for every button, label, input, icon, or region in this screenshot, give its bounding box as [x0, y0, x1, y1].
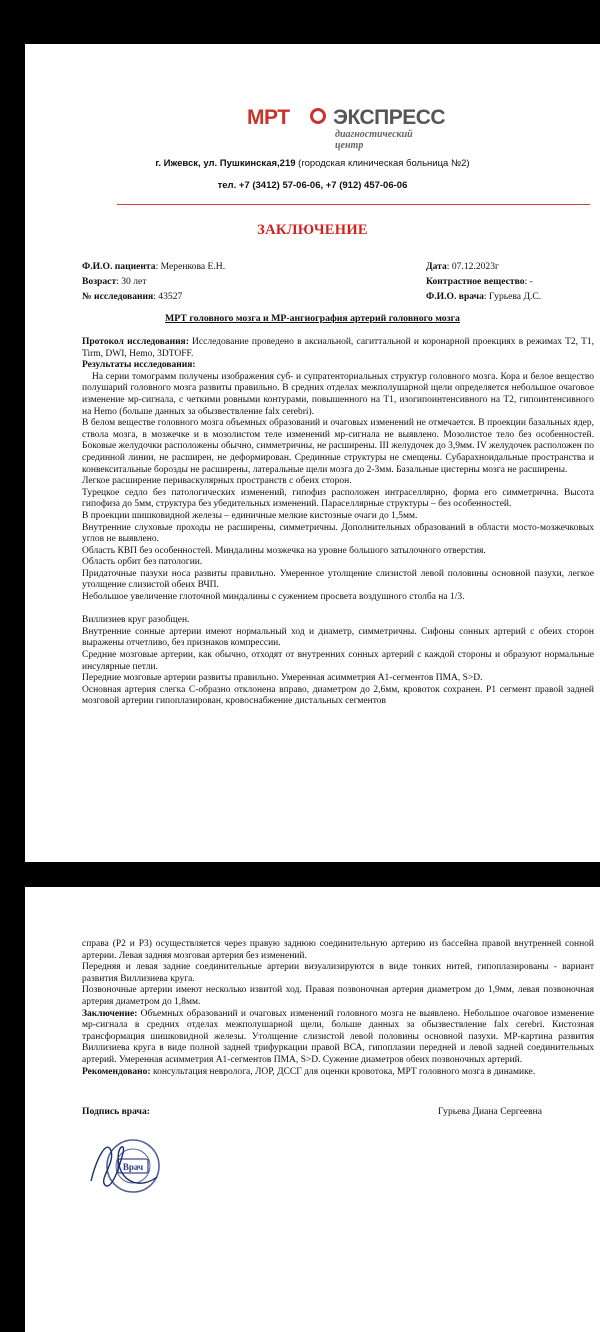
study-title: МРТ головного мозга и МР-ангиография артерий головного мозга [165, 313, 460, 324]
findings-paragraph: Турецкое седло без патологических изменений, гипофиз расположен интраселлярно, форма его симметрична. Высота гипофиза до 5мм, структура без убедительных изменений. Параселлярные структуры – без особенностей. [82, 487, 594, 510]
patient-age-row: Возраст: 30 лет [82, 276, 147, 287]
findings-paragraph: Передняя и левая задние соединительные артерии визуализируются в виде тонких нитей, гипоплазированы - вариант развития Виллизиева круга. [82, 962, 594, 984]
signature-label: Подпись врача: [82, 1106, 150, 1117]
findings-paragraph: Придаточные пазухи носа развиты правильно. Умеренное утолщение слизистой левой половины основной пазухи, легкое утолщение слизистой обеих ВЧП. [82, 568, 594, 591]
findings-paragraph: В проекции шишковидной железы – единичные мелкие кистозные очаги до 1,5мм. [82, 510, 418, 521]
findings-paragraph: На серии томограмм получены изображения суб- и супратенториальных структур головного мозга. Кора и белое вещество полушарий головного мозга развиты правильно. В средних отделах межполушарной щели определяется небольшое очаговое изменение мр-сигнала, с четкими ровными контурами, повышенного на Т1, изогипоинтенсивного на Т2, гипоинтенсивного на Hemo (больше данных за обызвествление falx cerebri). [82, 371, 594, 417]
address-street: г. Ижевск, ул. Пушкинская,219 [155, 158, 296, 169]
findings-paragraph: Область КВП без особенностей. Миндалины мозжечка на уровне большого затылочного отверстия. [82, 545, 486, 556]
findings-paragraph: Позвоночные артерии имеют несколько извитой ход. Правая позвоночная артерия диаметром до 1,9мм, левая позвоночная артерия диаметром до 1,8мм. [82, 985, 594, 1007]
findings-paragraph: Область орбит без патологии. [82, 557, 203, 568]
findings-paragraph: Внутренние слуховые проходы не расширены, симметричны. Дополнительных образований в области мосто-мозжечковых углов не выявлено. [82, 522, 594, 545]
document-title: ЗАКЛЮЧЕНИЕ [257, 222, 368, 238]
findings-paragraph: Небольшое увеличение глоточной миндалины с сужением просвета воздушного столба на 1/3. [82, 592, 465, 603]
logo-text-mrt: МРТ [247, 106, 290, 129]
findings-paragraph: Внутренние сонные артерии имеют нормальный ход и диаметр, симметричны. Сифоны сонных артерий с обеих сторон выражены отчетливо, без признаков компрессии. [82, 626, 594, 649]
logo-subtitle: диагностический центр [335, 129, 413, 151]
findings-paragraph: Средние мозговые артерии, как обычно, отходят от внутренних сонных артерий с каждой стороны и образуют нормальные инсулярные петли. [82, 650, 594, 672]
results-heading: Результаты исследования: [82, 360, 196, 371]
clinic-logo [247, 106, 446, 151]
findings-paragraph: справа (Р2 и Р3) осуществляется через правую заднюю соединительную артерию из бассейна правой внутренней сонной артерии. Левая задняя мозговая артерия без изменений. [82, 939, 594, 961]
report-page-2 [25, 887, 600, 1332]
stamp-text: Врач [122, 1162, 144, 1172]
study-number-row: № исследования: 43527 [82, 291, 183, 302]
logo-text-express: ЭКСПРЕСС [333, 106, 446, 129]
conclusion-paragraph: Заключение: Объемных образований и очаговых изменений головного мозга не выявлено. Небольшое очаговое изменение мр-сигнала в средних отделах межполушарной щели, больше данных за обызвествление falx cerebri. Кистозная трансформация шишковидной железы. Утолщение слизистой левой половины основной пазухи. МР-картина развития Виллизиева круга в виде полной задней трифуркации правой ВСА, гипоплазии передней и левой задней соединительных артерий. Умеренная асимметрия А1-сегментов ПМА, S>D. Сужение диаметров обеих позвоночных артерий. [82, 1008, 594, 1065]
doctor-row: Ф.И.О. врача: Гурьева Д.С. [426, 291, 542, 302]
findings-paragraph: В белом веществе головного мозга объемных образований и очаговых изменений не отмечается. В проекции базальных ядер, ствола мозга, в мозжечке и в мозолистом теле изменений мр-сигнала не выявлено. Мозолистое тело без особенностей. Боковые желудочки расположены обычно, симметричны, не расширены. III желудочек до 3,9мм. IV желудочек расположен по срединной линии, не расширен, не деформирован. Срединные структуры не смещены. Субарахноидальные пространства и конвекситальные борозды не расширены, латеральные щели мозга до 2-3мм. Базальные цистерны мозга не расширены. [82, 418, 594, 475]
patient-name-row: Ф.И.О. пациента: Меренкова Е.Н. [82, 261, 226, 272]
date-row: Дата: 07.12.2023г [426, 261, 499, 272]
contrast-row: Контрастное вещество: - [426, 276, 533, 287]
findings-paragraph: Основная артерия слегка С-образно отклонена вправо, диаметром до 2,6мм, кровоток сохранен. Р1 сегмент правой задней мозговой артерии гипоплазирован, кровоснабжение дистальных сегментов [82, 684, 594, 707]
report-page-1 [25, 44, 600, 862]
findings-paragraph: Виллизиев круг разобщен. [82, 615, 190, 626]
clinic-phone: тел. +7 (3412) 57-06-06, +7 (912) 457-06-06 [217, 180, 408, 191]
patient-info-right [426, 259, 541, 304]
protocol-paragraph: Протокол исследования: Исследование проведено в аксиальной, сагиттальной и коронарной проекциях в режимах T2, T1, Tirm, DWI, Hemo, 3DTOFF. [82, 337, 594, 359]
report-body-1 [82, 337, 594, 708]
doctor-full-name: Гурьева Диана Сергеевна [438, 1106, 543, 1117]
doctor-stamp-icon [85, 1129, 163, 1203]
patient-info-left [82, 259, 225, 304]
report-body-2 [82, 939, 594, 1078]
recommendation-paragraph: Рекомендовано: консультация невролога, ЛОР, ДССГ для оценки кровотока, МРТ головного мозга в динамике. [82, 1066, 536, 1077]
logo-ring-icon [310, 108, 326, 124]
address-hospital: (городская клиническая больница №2) [295, 158, 470, 169]
findings-paragraph: Передние мозговые артерии развиты правильно. Умеренная асимметрия А1-сегментов ПМА, S>D. [82, 673, 483, 684]
findings-paragraph: Легкое расширение периваскулярных пространств с обеих сторон. [82, 476, 352, 487]
header-divider [117, 204, 590, 205]
clinic-address [25, 158, 600, 169]
